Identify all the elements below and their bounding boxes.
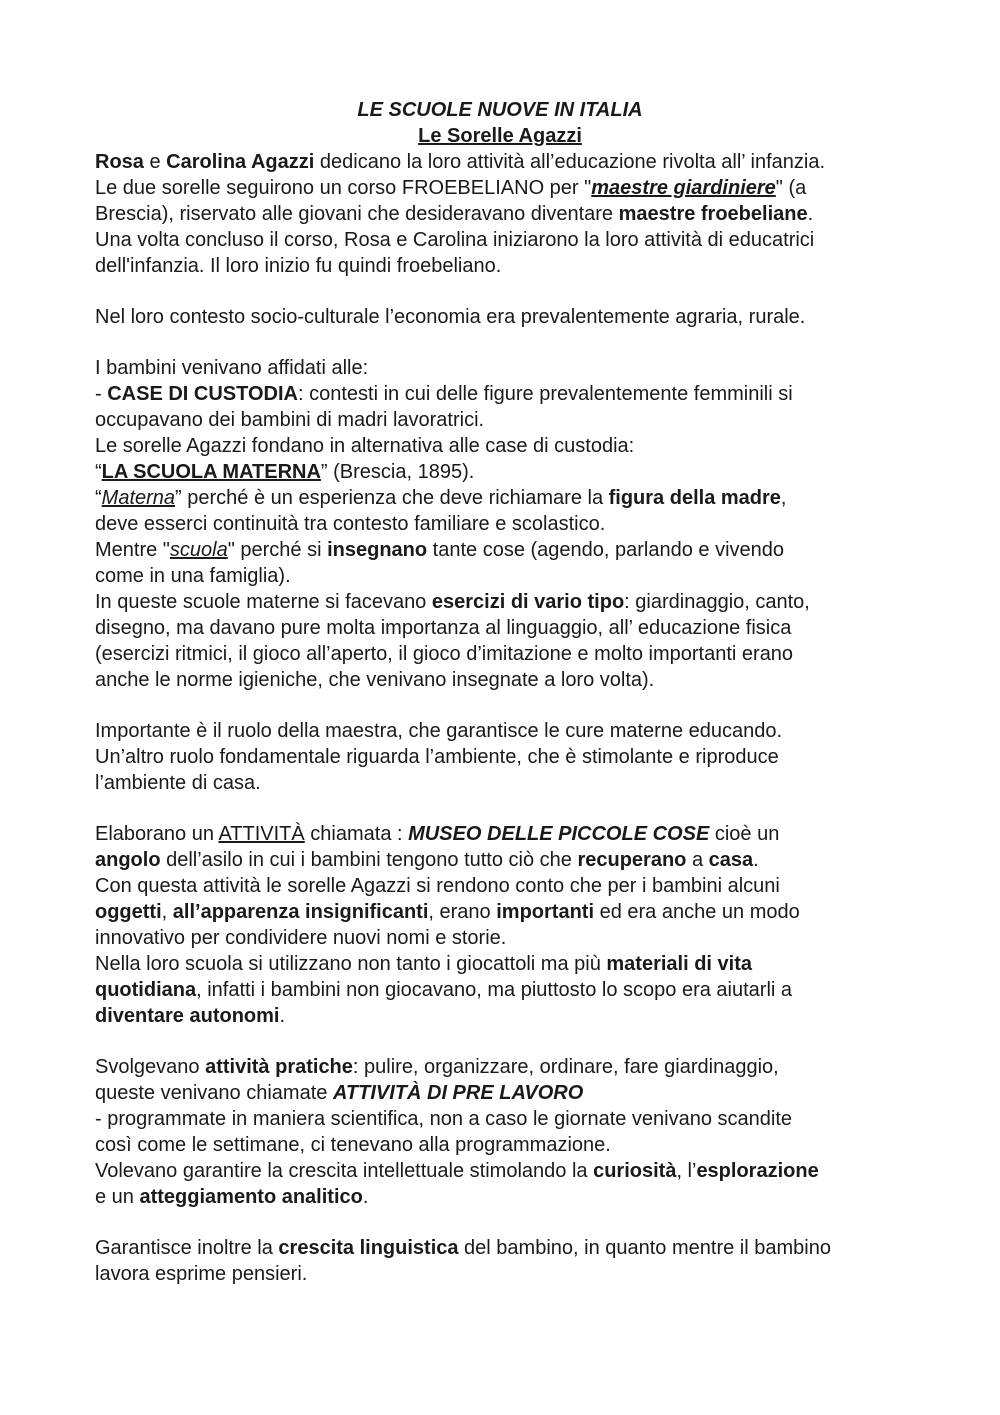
- text-segment: .: [279, 1005, 286, 1027]
- text-segment: scuola: [169, 539, 228, 561]
- text-segment: attività pratiche: [205, 1056, 353, 1078]
- text-segment: Brescia), riservato alle giovani che desideravano diventare: [95, 203, 619, 225]
- text-segment: ed era anche un modo: [594, 901, 800, 923]
- text-segment: dell'infanzia. Il loro inizio fu quindi froebeliano.: [95, 255, 502, 277]
- text-segment: quotidiana: [95, 979, 197, 1001]
- text-segment: chiamata :: [304, 823, 409, 845]
- text-line: [95, 1106, 925, 1132]
- text-segment: - programmate in maniera scientifica, non a caso le giornate venivano scandite: [95, 1108, 793, 1130]
- text-line: [95, 951, 925, 977]
- text-segment: Svolgevano: [95, 1056, 206, 1078]
- text-segment: " (a: [775, 177, 807, 199]
- text-segment: all’apparenza insignificanti: [172, 901, 429, 923]
- text-line: [95, 253, 925, 279]
- text-segment: esercizi di vario tipo: [431, 591, 625, 613]
- text-line: [95, 770, 925, 796]
- paragraph-gap: [95, 693, 925, 718]
- text-segment: .: [807, 203, 814, 225]
- text-segment: I bambini venivano affidati alle:: [95, 357, 369, 379]
- text-line: [95, 744, 925, 770]
- text-line: [95, 1054, 925, 1080]
- text-segment: .: [753, 849, 759, 871]
- text-line: [95, 304, 925, 330]
- text-segment: dell’asilo in cui i bambini tengono tutto ciò che: [160, 849, 578, 871]
- text-segment: maestre giardiniere: [591, 177, 776, 199]
- text-segment: .: [362, 1186, 369, 1208]
- text-segment: diventare autonomi: [95, 1005, 280, 1027]
- text-segment: casa: [708, 849, 754, 871]
- text-segment: ATTIVITÀ DI PRE LAVORO: [332, 1082, 584, 1104]
- text-segment: ” perché è un esperienza che deve richiamare la: [175, 487, 609, 509]
- text-segment: “: [95, 461, 102, 483]
- text-segment: tante cose (agendo, parlando e vivendo: [427, 539, 785, 561]
- text-line: [95, 847, 925, 873]
- text-segment: recuperano: [577, 849, 687, 871]
- text-segment: atteggiamento analitico: [139, 1186, 363, 1208]
- text-line: [95, 407, 925, 433]
- document-subtitle: Le Sorelle Agazzi: [418, 125, 582, 147]
- text-line: [95, 511, 925, 537]
- text-segment: Nella loro scuola si utilizzano non tanto i giocattoli ma più: [95, 953, 607, 975]
- text-segment: ATTIVITÀ: [218, 823, 305, 845]
- text-line: [95, 1003, 925, 1029]
- text-segment: ” (Brescia, 1895).: [320, 461, 475, 483]
- text-segment: e: [143, 151, 167, 173]
- text-segment: Rosa: [95, 151, 144, 173]
- text-line: [95, 615, 925, 641]
- text-line: [95, 149, 925, 175]
- text-line: [95, 459, 925, 485]
- document-body: [95, 149, 925, 1287]
- text-line: [95, 1261, 925, 1287]
- text-segment: ,: [780, 487, 787, 509]
- text-segment: angolo: [95, 849, 161, 871]
- text-line: [95, 201, 925, 227]
- text-line: [95, 899, 925, 925]
- text-segment: importanti: [496, 901, 595, 923]
- text-segment: : pulire, organizzare, ordinare, fare giardinaggio,: [352, 1056, 779, 1078]
- text-segment: innovativo per condividere nuovi nomi e storie.: [95, 927, 507, 949]
- text-line: [95, 485, 925, 511]
- text-segment: l’ambiente di casa.: [95, 772, 261, 794]
- text-line: [95, 1132, 925, 1158]
- text-segment: , l’: [676, 1160, 697, 1182]
- text-segment: del bambino, in quanto mentre il bambino: [458, 1237, 831, 1259]
- text-segment: figura della madre: [608, 487, 781, 509]
- text-segment: deve esserci continuità tra contesto familiare e scolastico.: [95, 513, 606, 535]
- text-segment: (esercizi ritmici, il gioco all’aperto, il gioco d’imitazione e molto importanti erano: [95, 643, 794, 665]
- text-segment: : contesti in cui delle figure prevalentemente femminili si: [297, 383, 793, 405]
- text-segment: queste venivano chiamate: [95, 1082, 333, 1104]
- text-line: [95, 1080, 925, 1106]
- text-segment: Un’altro ruolo fondamentale riguarda l’ambiente, che è stimolante e riproduce: [95, 746, 779, 768]
- text-segment: , erano: [428, 901, 497, 923]
- text-segment: crescita linguistica: [278, 1237, 459, 1259]
- text-line: [95, 433, 925, 459]
- text-segment: , infatti i bambini non giocavano, ma piuttosto lo scopo era aiutarli a: [196, 979, 793, 1001]
- text-line: [95, 641, 925, 667]
- text-line: [95, 589, 925, 615]
- text-line: [95, 563, 925, 589]
- text-segment: " perché si: [227, 539, 328, 561]
- text-segment: esplorazione: [696, 1160, 819, 1182]
- text-line: [95, 873, 925, 899]
- text-segment: LA SCUOLA MATERNA: [101, 461, 321, 483]
- text-segment: “: [95, 487, 102, 509]
- text-segment: Materna: [101, 487, 176, 509]
- text-segment: oggetti: [95, 901, 162, 923]
- text-segment: insegnano: [327, 539, 428, 561]
- text-segment: Garantisce inoltre la: [95, 1237, 279, 1259]
- text-segment: Importante è il ruolo della maestra, che garantisce le cure materne educando.: [95, 720, 783, 742]
- text-line: [95, 355, 925, 381]
- text-segment: Con questa attività le sorelle Agazzi si rendono conto che per i bambini alcuni: [95, 875, 780, 897]
- text-line: [95, 227, 925, 253]
- text-segment: lavora esprime pensieri.: [95, 1263, 308, 1285]
- text-segment: Le sorelle Agazzi fondano in alternativa alle case di custodia:: [95, 435, 635, 457]
- text-segment: cioè un: [709, 823, 780, 845]
- text-segment: così come le settimane, ci tenevano alla programmazione.: [95, 1134, 611, 1156]
- text-line: [95, 925, 925, 951]
- text-segment: anche le norme igieniche, che venivano insegnate a loro volta).: [95, 669, 655, 691]
- text-segment: CASE DI CUSTODIA: [107, 383, 298, 405]
- text-segment: : giardinaggio, canto,: [624, 591, 810, 613]
- text-segment: come in una famiglia).: [95, 565, 291, 587]
- document-title: LE SCUOLE NUOVE IN ITALIA: [357, 99, 643, 121]
- text-line: [95, 977, 925, 1003]
- text-segment: Nel loro contesto socio-culturale l’economia era prevalentemente agraria, rurale.: [95, 306, 806, 328]
- text-segment: In queste scuole materne si facevano: [95, 591, 432, 613]
- text-segment: dedicano la loro attività all’educazione rivolta all’ infanzia.: [314, 151, 826, 173]
- text-segment: ,: [161, 901, 173, 923]
- text-segment: Mentre ": [95, 539, 170, 561]
- text-line: [95, 821, 925, 847]
- text-segment: disegno, ma davano pure molta importanza al linguaggio, all’ educazione fisica: [95, 617, 792, 639]
- text-line: [95, 175, 925, 201]
- text-segment: curiosità: [593, 1160, 677, 1182]
- text-segment: Elaborano un: [95, 823, 219, 845]
- text-line: [95, 1184, 925, 1210]
- text-segment: Volevano garantire la crescita intellettuale stimolando la: [95, 1160, 594, 1182]
- paragraph-gap: [95, 796, 925, 821]
- text-segment: e un: [95, 1186, 140, 1208]
- text-segment: -: [95, 383, 108, 405]
- text-line: [95, 667, 925, 693]
- text-segment: Una volta concluso il corso, Rosa e Carolina iniziarono la loro attività di educatrici: [95, 229, 815, 251]
- paragraph-gap: [95, 279, 925, 304]
- text-segment: maestre froebeliane: [618, 203, 808, 225]
- paragraph-gap: [95, 1029, 925, 1054]
- text-segment: Carolina Agazzi: [166, 151, 315, 173]
- text-line: [95, 718, 925, 744]
- paragraph-gap: [95, 1210, 925, 1235]
- text-line: [95, 1158, 925, 1184]
- text-segment: materiali di vita: [606, 953, 753, 975]
- text-segment: a: [686, 849, 709, 871]
- text-segment: Le due sorelle seguirono un corso FROEBELIANO per ": [95, 177, 592, 199]
- paragraph-gap: [95, 330, 925, 355]
- text-line: [95, 381, 925, 407]
- text-segment: MUSEO DELLE PICCOLE COSE: [408, 823, 710, 845]
- text-line: [95, 537, 925, 563]
- text-segment: occupavano dei bambini di madri lavoratrici.: [95, 409, 485, 431]
- text-line: [95, 1235, 925, 1261]
